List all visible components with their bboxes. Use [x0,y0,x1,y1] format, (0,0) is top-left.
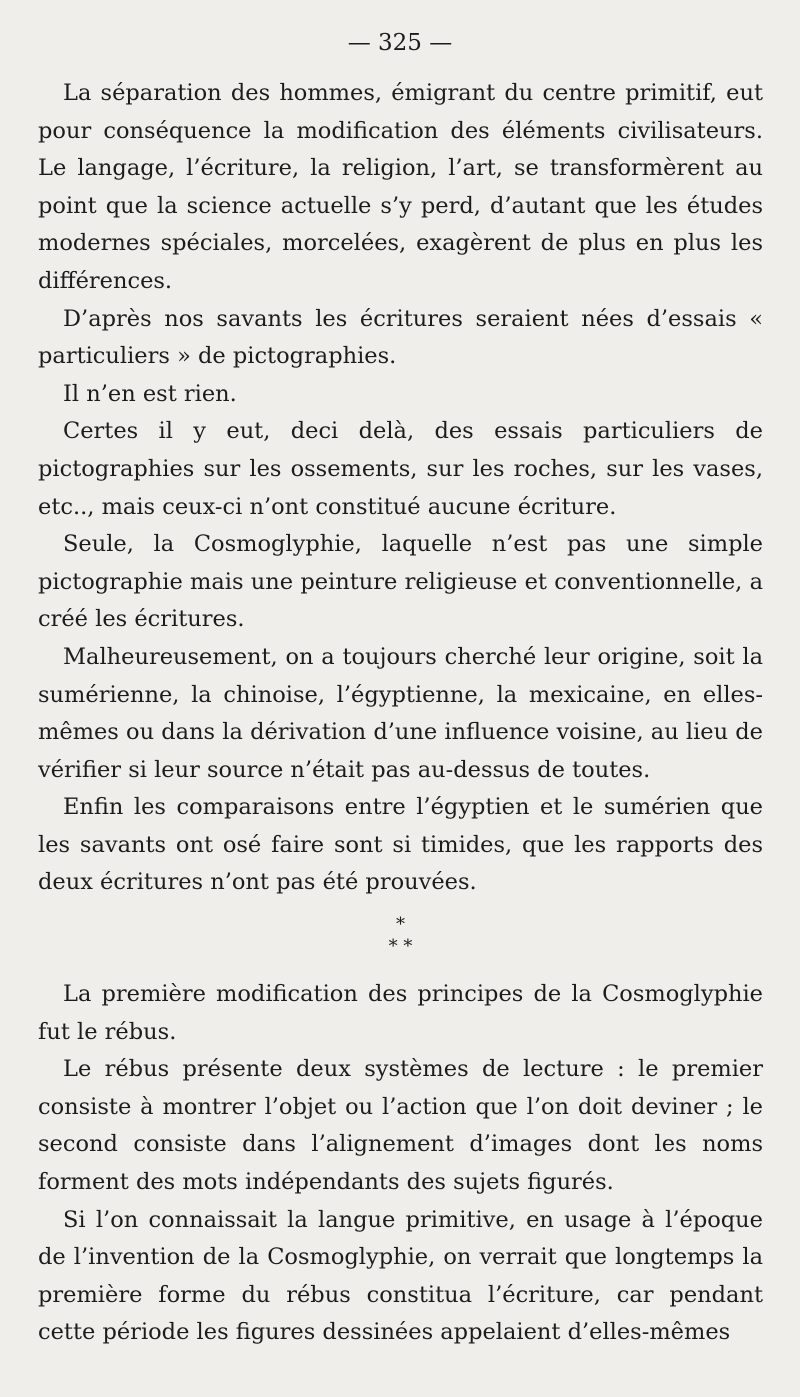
paragraph: Si l’on connaissait la langue primitive, en usage à l’époque de l’invention de la Cosmoglyphie, on verrait que longtemps la première forme du rébus constitua l’écriture, car pendant cette période les figures dessinées appelaient d’elles-mêmes [38,1206,763,1346]
section-separator [38,914,763,960]
paragraph: La séparation des hommes, émigrant du centre primitif, eut pour conséquence la modification des éléments civilisateurs. Le langage, l’écriture, la religion, l’art, se transformèrent au point que la science actuelle s’y perd, d’autant que les études modernes spéciales, morcelées, exagèrent de plus en plus les différences. [38,80,763,294]
asterism-top: * [396,914,405,936]
paragraph: Malheureusement, on a toujours cherché leur origine, soit la sumérienne, la chinoise, l’égyptienne, la mexicaine, en elles-mêmes ou dans la dérivation d’une influence voisine, au lieu de vérifier si leur source n’était pas au-dessus de toutes. [38,643,763,783]
page-body [38,75,763,1352]
paragraph: D’après nos savants les écritures seraient nées d’essais « particuliers » de pictographies. [38,305,763,370]
asterism-bottom: * * [388,936,413,958]
paragraph: Seule, la Cosmoglyphie, laquelle n’est pas une simple pictographie mais une peinture religieuse et conventionnelle, a créé les écritures. [38,531,763,633]
paragraph: Enfin les comparaisons entre l’égyptien et le sumérien que les savants ont osé faire sont si timides, que les rapports des deux écritures n’ont pas été prouvées. [38,794,763,896]
paragraph: La première modification des principes de la Cosmoglyphie fut le rébus. [38,981,763,1045]
paragraph: Certes il y eut, deci delà, des essais particuliers de pictographies sur les ossements, sur les roches, sur les vases, etc.., mais ceux-ci n’ont constitué aucune écriture. [38,418,763,520]
page-number: — 325 — [347,30,453,56]
paragraph: Le rébus présente deux systèmes de lecture : le premier consiste à montrer l’objet ou l’action que l’on doit deviner ; le second consiste dans l’alignement d’images dont les noms forment des mots indépendants des sujets figurés. [38,1056,763,1196]
paragraph: Il n’en est rien. [63,380,237,407]
